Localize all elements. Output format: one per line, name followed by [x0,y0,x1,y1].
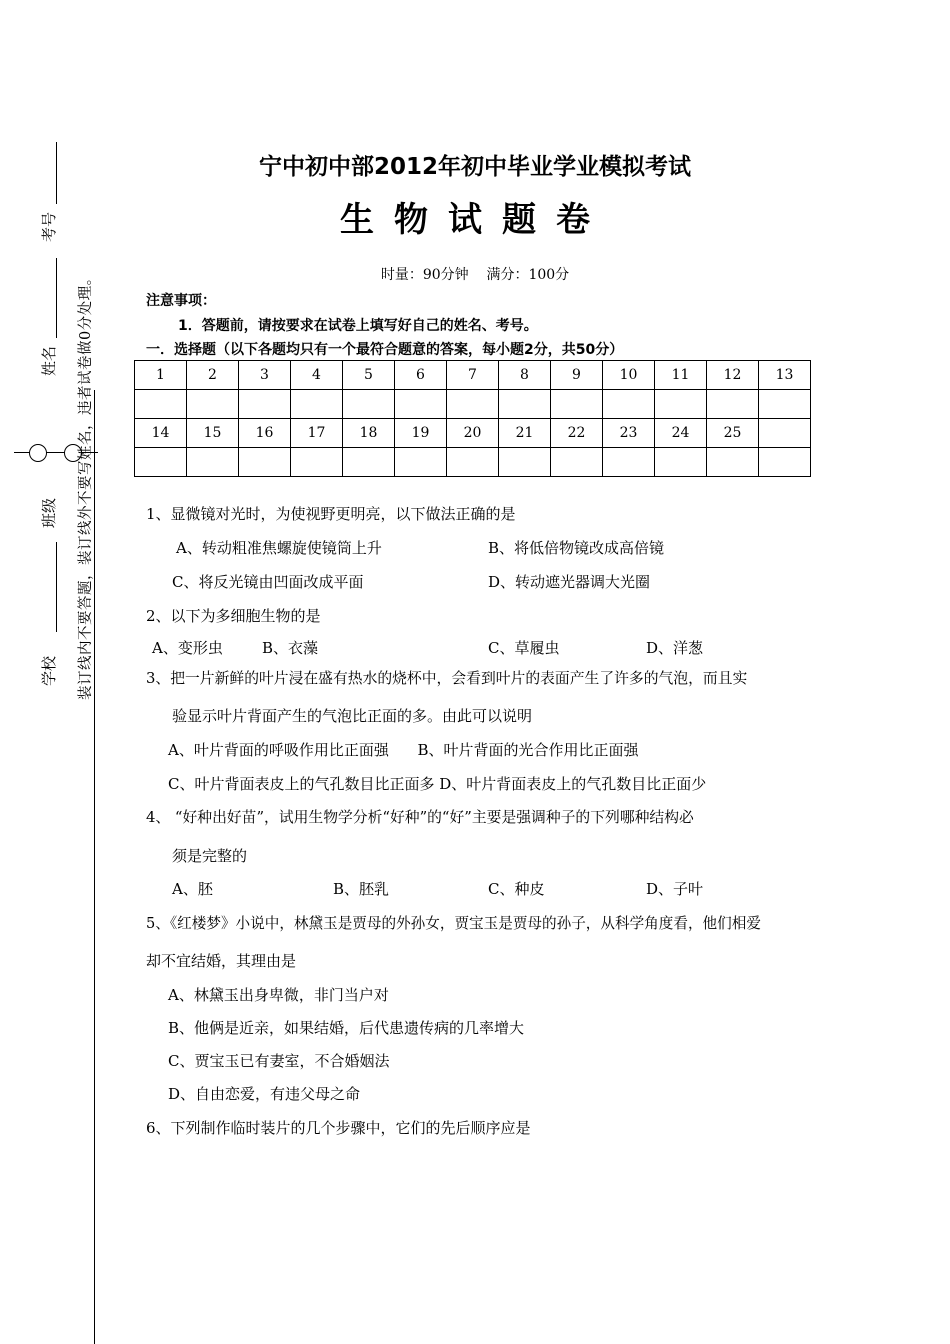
answer-cell[interactable] [603,390,655,419]
answer-cell[interactable] [395,448,447,477]
q6-stem: 6、下列制作临时装片的几个步骤中，它们的先后顺序应是 [146,1119,531,1137]
grid-number: 24 [655,419,707,448]
answer-cell[interactable] [655,448,707,477]
answer-cell[interactable] [239,390,291,419]
answer-cell[interactable] [291,448,343,477]
answer-cell[interactable] [187,448,239,477]
grid-number: 20 [447,419,499,448]
answer-cell[interactable] [551,390,603,419]
answer-cell[interactable] [759,390,811,419]
grid-number: 15 [187,419,239,448]
grid-number: 8 [499,361,551,390]
binding-hole-left [29,444,47,462]
q5-stem-line1: 5、《红楼梦》小说中，林黛玉是贾母的外孙女，贾宝玉是贾母的孙子，从科学角度看，他们相爱 [146,915,761,932]
grid-number: 11 [655,361,707,390]
grid-number: 22 [551,419,603,448]
q4-stem-line1: 4、 “好种出好苗”，试用生物学分析“好种”的“好”主要是强调种子的下列哪种结构必 [146,809,694,826]
notes-heading: 注意事项： [146,293,216,309]
grid-number: 5 [343,361,395,390]
grid-number: 23 [603,419,655,448]
answer-cell[interactable] [759,448,811,477]
q4-stem-line2: 须是完整的 [172,847,248,865]
section-1-heading: 一．选择题（以下各题均只有一个最符合题意的答案，每小题2分，共50分） [146,342,624,358]
q4-option-b: B、胚乳 [333,880,390,898]
answer-number-row [135,419,811,448]
q5-option-d: D、自由恋爱，有违父母之命 [168,1085,361,1103]
q4-option-c: C、种皮 [488,880,545,898]
q1-option-d: D、转动遮光器调大光圈 [488,573,651,591]
xingming-label: 姓名 [40,345,58,376]
answer-cell[interactable] [551,448,603,477]
answer-cell[interactable] [395,390,447,419]
answer-cell[interactable] [187,390,239,419]
answer-cell[interactable] [447,448,499,477]
q1-option-c: C、将反光镜由凹面改成平面 [172,573,364,591]
q3-stem-line1: 3、把一片新鲜的叶片浸在盛有热水的烧杯中，会看到叶片的表面产生了许多的气泡，而且实 [146,670,748,687]
grid-number: 10 [603,361,655,390]
grid-number: 19 [395,419,447,448]
grid-number: 14 [135,419,187,448]
exam-title: 宁中初中部2012年初中毕业学业模拟考试 [258,154,691,180]
q1-stem: 1、显微镜对光时，为使视野更明亮，以下做法正确的是 [146,505,516,523]
q5-option-b: B、他俩是近亲，如果结婚，后代患遗传病的几率增大 [168,1019,525,1037]
answer-cell[interactable] [499,390,551,419]
grid-number: 21 [499,419,551,448]
q2-option-c: C、草履虫 [488,639,560,657]
answer-cell[interactable] [447,390,499,419]
q2-option-b: B、衣藻 [262,639,319,657]
kaohao-label: 考号 [40,211,58,242]
answer-cell[interactable] [707,448,759,477]
answer-number-row [135,361,811,390]
grid-number: 17 [291,419,343,448]
grid-number [759,419,811,448]
exam-meta: 时量：90分钟 满分：100分 [380,267,570,283]
grid-number: 9 [551,361,603,390]
q1-option-b: B、将低倍物镜改成高倍镜 [488,539,665,557]
q4-option-d: D、子叶 [646,880,704,898]
q5-stem-line2: 却不宜结婚，其理由是 [146,952,297,970]
answer-cell[interactable] [603,448,655,477]
answer-blank-row [135,390,811,419]
grid-number: 1 [135,361,187,390]
q5-option-a: A、林黛玉出身卑微，非门当户对 [168,986,389,1004]
answer-cell[interactable] [239,448,291,477]
grid-number: 6 [395,361,447,390]
q5-option-c: C、贾宝玉已有妻室，不合婚姻法 [168,1052,390,1070]
grid-number: 2 [187,361,239,390]
exam-subtitle: 生物试题卷 [340,200,610,240]
banji-underline [56,542,57,632]
answer-cell[interactable] [135,448,187,477]
grid-number: 12 [707,361,759,390]
q3-options-ab: A、叶片背面的呼吸作用比正面强 B、叶片背面的光合作用比正面强 [168,741,639,759]
banji-label: 班级 [40,497,58,528]
notes-item-1: 1．答题前，请按要求在试卷上填写好自己的姓名、考号。 [178,318,538,334]
q3-options-cd: C、叶片背面表皮上的气孔数目比正面多 D、叶片背面表皮上的气孔数目比正面少 [168,775,707,793]
answer-cell[interactable] [499,448,551,477]
xuexiao-label: 学校 [40,655,58,686]
grid-number: 7 [447,361,499,390]
grid-number: 16 [239,419,291,448]
grid-number: 25 [707,419,759,448]
q3-stem-line2: 验显示叶片背面产生的气泡比正面的多。由此可以说明 [172,707,533,725]
answer-cell[interactable] [291,390,343,419]
grid-number: 3 [239,361,291,390]
answer-cell[interactable] [135,390,187,419]
q4-option-a: A、胚 [172,880,213,898]
grid-number: 18 [343,419,395,448]
grid-number: 13 [759,361,811,390]
q2-option-d: D、洋葱 [646,639,704,657]
answer-blank-row [135,448,811,477]
answer-cell[interactable] [343,390,395,419]
q2-option-a: A、变形虫 [152,639,223,657]
answer-grid [134,360,811,477]
answer-cell[interactable] [655,390,707,419]
answer-cell[interactable] [707,390,759,419]
answer-cell[interactable] [343,448,395,477]
binding-notice: 装订线内不要答题，装订线外不要写姓名，违者试卷做0分处理。 [78,270,94,700]
q1-option-a: A、转动粗准焦螺旋使镜筒上升 [176,539,382,557]
q2-stem: 2、以下为多细胞生物的是 [146,607,321,625]
grid-number: 4 [291,361,343,390]
